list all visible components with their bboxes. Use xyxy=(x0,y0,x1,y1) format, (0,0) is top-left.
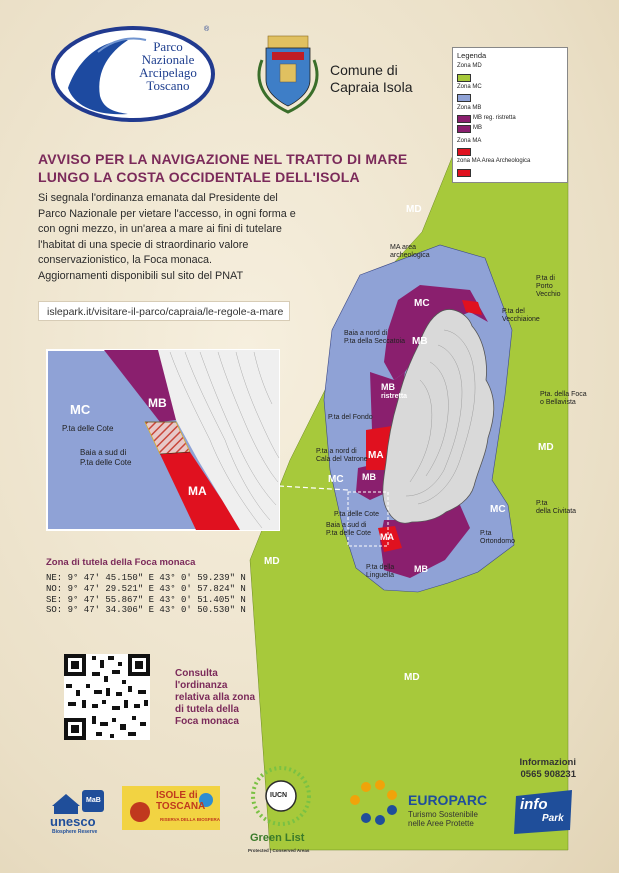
label-line: Baia a nord di xyxy=(344,330,388,337)
intro-text xyxy=(38,191,318,285)
qr-caption-line: Consulta xyxy=(175,668,218,679)
zone-label-mc: MC xyxy=(414,298,430,309)
label-line: Vecchiaione xyxy=(502,316,540,323)
label-line: Baia a sud di xyxy=(80,448,127,457)
zone-label-ma: MA xyxy=(380,532,394,542)
park-name-line: Arcipelago xyxy=(139,65,197,80)
label-ma-area xyxy=(390,244,430,260)
qr-caption-line: relativa alla zona xyxy=(175,692,256,703)
europarc-sub-line: nelle Aree Protette xyxy=(408,819,474,828)
label-baia-nord-seccatoia xyxy=(344,330,405,346)
label-line: P.ta di xyxy=(536,275,555,282)
greenlist-text: Green List xyxy=(250,832,305,844)
greenlist-sub: Protected | Conserved Areas xyxy=(248,848,310,853)
comune-line: Capraia Isola xyxy=(330,79,413,95)
legend-swatch-md xyxy=(457,74,471,82)
label-line: Linguella xyxy=(366,572,395,579)
inset-label-mb: MB xyxy=(148,396,167,410)
iucn-text: IUCN xyxy=(270,792,288,799)
europarc-sub-line: Turismo Sostenibile xyxy=(408,810,478,819)
label-line: P.ta delle Cote xyxy=(326,530,372,537)
unesco-text: unesco xyxy=(50,814,96,829)
isole-text xyxy=(156,790,205,812)
isole-sub: RISERVA DELLA BIOSFERA xyxy=(160,817,221,822)
badge-line: Park xyxy=(542,813,564,824)
inset-label-mc: MC xyxy=(70,402,91,417)
badge-line: info xyxy=(520,796,548,813)
info-label: Informazioni xyxy=(519,757,576,768)
coords-list xyxy=(46,573,246,616)
title-line: AVVISO PER LA NAVIGAZIONE NEL TRATTO DI MARE xyxy=(38,151,408,167)
infopark-badge xyxy=(520,798,564,826)
label-line: P.ta xyxy=(480,530,492,537)
label-line: Ortondomo xyxy=(480,538,516,545)
park-name-line: Nazionale xyxy=(141,52,195,67)
legend-swatch-ma xyxy=(457,148,471,156)
info-phone: 0565 908231 xyxy=(520,769,576,780)
coords-row: SO: 9° 47' 34.306" E 43° 0' 50.530" N xyxy=(46,605,246,616)
label-linguella xyxy=(366,564,394,580)
europarc-sub xyxy=(408,810,478,828)
legend-title: Legenda xyxy=(457,51,487,60)
isole-line: ISOLE di xyxy=(156,790,198,801)
legend-group: Zona MC xyxy=(457,84,482,90)
zone-label-mc: MC xyxy=(328,474,344,485)
label-pta-cote: P.ta delle Cote xyxy=(334,511,380,518)
label-line: Vecchio xyxy=(536,291,561,298)
label-ortondomo xyxy=(480,530,515,546)
qr-caption-line: di tutela della xyxy=(175,704,239,715)
legend-group: Zona MD xyxy=(457,63,482,69)
label-line: P.ta della Seccatoia xyxy=(344,338,405,345)
legend-swatch-mb xyxy=(457,125,471,133)
legend-group: Zona MA xyxy=(457,138,482,144)
mab-text: MaB xyxy=(86,797,101,804)
europarc-text: EUROPARC xyxy=(408,792,488,808)
label-line: P.ta xyxy=(536,500,548,507)
park-name xyxy=(128,40,208,92)
label-foca-bellavista xyxy=(540,391,587,407)
legend-item-label: MB xyxy=(473,125,482,131)
inset-label-baia-sud xyxy=(80,448,131,468)
zone-label-line: ristretta xyxy=(381,393,408,400)
legend-item-label: zona MA Area Archeologica xyxy=(457,158,531,164)
label-line: archeologica xyxy=(390,252,430,259)
label-line: MA area xyxy=(390,244,417,251)
zone-label-mc: MC xyxy=(490,504,506,515)
label-line: P.ta delle Cote xyxy=(80,458,132,467)
zone-label-md: MD xyxy=(264,556,280,567)
page-title xyxy=(38,150,438,186)
label-line: P.ta della xyxy=(366,564,395,571)
label-line: Porto xyxy=(536,283,553,290)
zone-label-mb-ristretta xyxy=(381,383,407,401)
qr-caption-line: l'ordinanza xyxy=(175,680,228,691)
zone-label-md: MD xyxy=(538,442,554,453)
intro-line: Parco Nazionale per vietare l'accesso, in ogni forma e xyxy=(38,207,296,220)
coords-title: Zona di tutela della Foca monaca xyxy=(46,557,196,568)
unesco-sub: Biosphere Reserve xyxy=(52,829,98,835)
zone-label-mb: MB xyxy=(362,472,376,482)
label-baia-nord-vatrone xyxy=(316,448,368,464)
legend-swatch-mc xyxy=(457,94,471,102)
coords-row: NE: 9° 47' 45.150" E 43° 0' 59.239" N xyxy=(46,573,246,583)
intro-line: Aggiornamenti disponibili sul sito del PNAT xyxy=(38,269,244,282)
zone-label-mb: MB xyxy=(414,564,428,574)
zone-label-line: MB xyxy=(381,382,395,392)
legend-item-label: MB reg. ristretta xyxy=(473,115,516,121)
title-line: LUNGO LA COSTA OCCIDENTALE DELL'ISOLA xyxy=(38,169,360,185)
coords-row: NO: 9° 47' 29.521" E 43° 0' 57.824" N xyxy=(46,583,246,594)
legend-group: Zona MB xyxy=(457,105,482,111)
legend-swatch-mb-ristretta xyxy=(457,115,471,123)
label-line: della Civitata xyxy=(536,508,577,515)
intro-line: Si segnala l'ordinanza emanata dal Presidente del xyxy=(38,192,278,204)
inset-label-ma: MA xyxy=(188,484,207,498)
qr-caption xyxy=(175,668,285,728)
label-line: Pta. della Foca xyxy=(540,391,587,398)
park-name-line: Parco xyxy=(153,39,183,54)
label-line: Cala del Vatrone xyxy=(316,456,368,463)
zone-label-mb: MB xyxy=(412,336,428,347)
intro-line: l'habitat di una specie di straordinario valore xyxy=(38,238,249,251)
qr-caption-line: Foca monaca xyxy=(175,716,239,727)
zone-label-ma: MA xyxy=(368,450,384,461)
park-name-line: Toscano xyxy=(146,78,190,93)
website-link[interactable]: islepark.it/visitare-il-parco/capraia/le-regole-a-mare xyxy=(38,301,290,321)
info-contact xyxy=(506,757,576,781)
zone-label-md: MD xyxy=(406,204,422,215)
label-line: Baia a sud di xyxy=(326,522,367,529)
registered-mark: ® xyxy=(204,26,210,33)
coat-of-arms-graphic xyxy=(259,36,317,112)
comune-line: Comune di xyxy=(330,62,398,78)
legend-swatch-ma-archeo xyxy=(457,169,471,177)
label-civitata xyxy=(536,500,576,516)
label-pta-fondo: P.ta del Fondo xyxy=(328,414,373,421)
label-porto-vecchio xyxy=(536,275,561,299)
coords-row: SE: 9° 47' 55.867" E 43° 0' 51.405" N xyxy=(46,594,246,605)
label-vecchiaione xyxy=(502,308,540,324)
map-legend xyxy=(452,47,568,183)
inset-label-pta-cote: P.ta delle Cote xyxy=(62,424,114,433)
zone-label-md: MD xyxy=(404,672,420,683)
label-line: o Bellavista xyxy=(540,399,576,406)
qr-code-graphic xyxy=(64,654,150,740)
label-baia-sud-cote xyxy=(326,522,371,538)
intro-line: con ogni mezzo, in un'area a mare ai fini di tutelare xyxy=(38,223,282,236)
label-line: P.ta a nord di xyxy=(316,448,357,455)
comune-name xyxy=(330,62,413,96)
intro-line: conservazionistico, la Foca monaca. xyxy=(38,254,213,267)
label-line: P.ta del xyxy=(502,308,525,315)
isole-line: TOSCANA xyxy=(156,801,206,812)
